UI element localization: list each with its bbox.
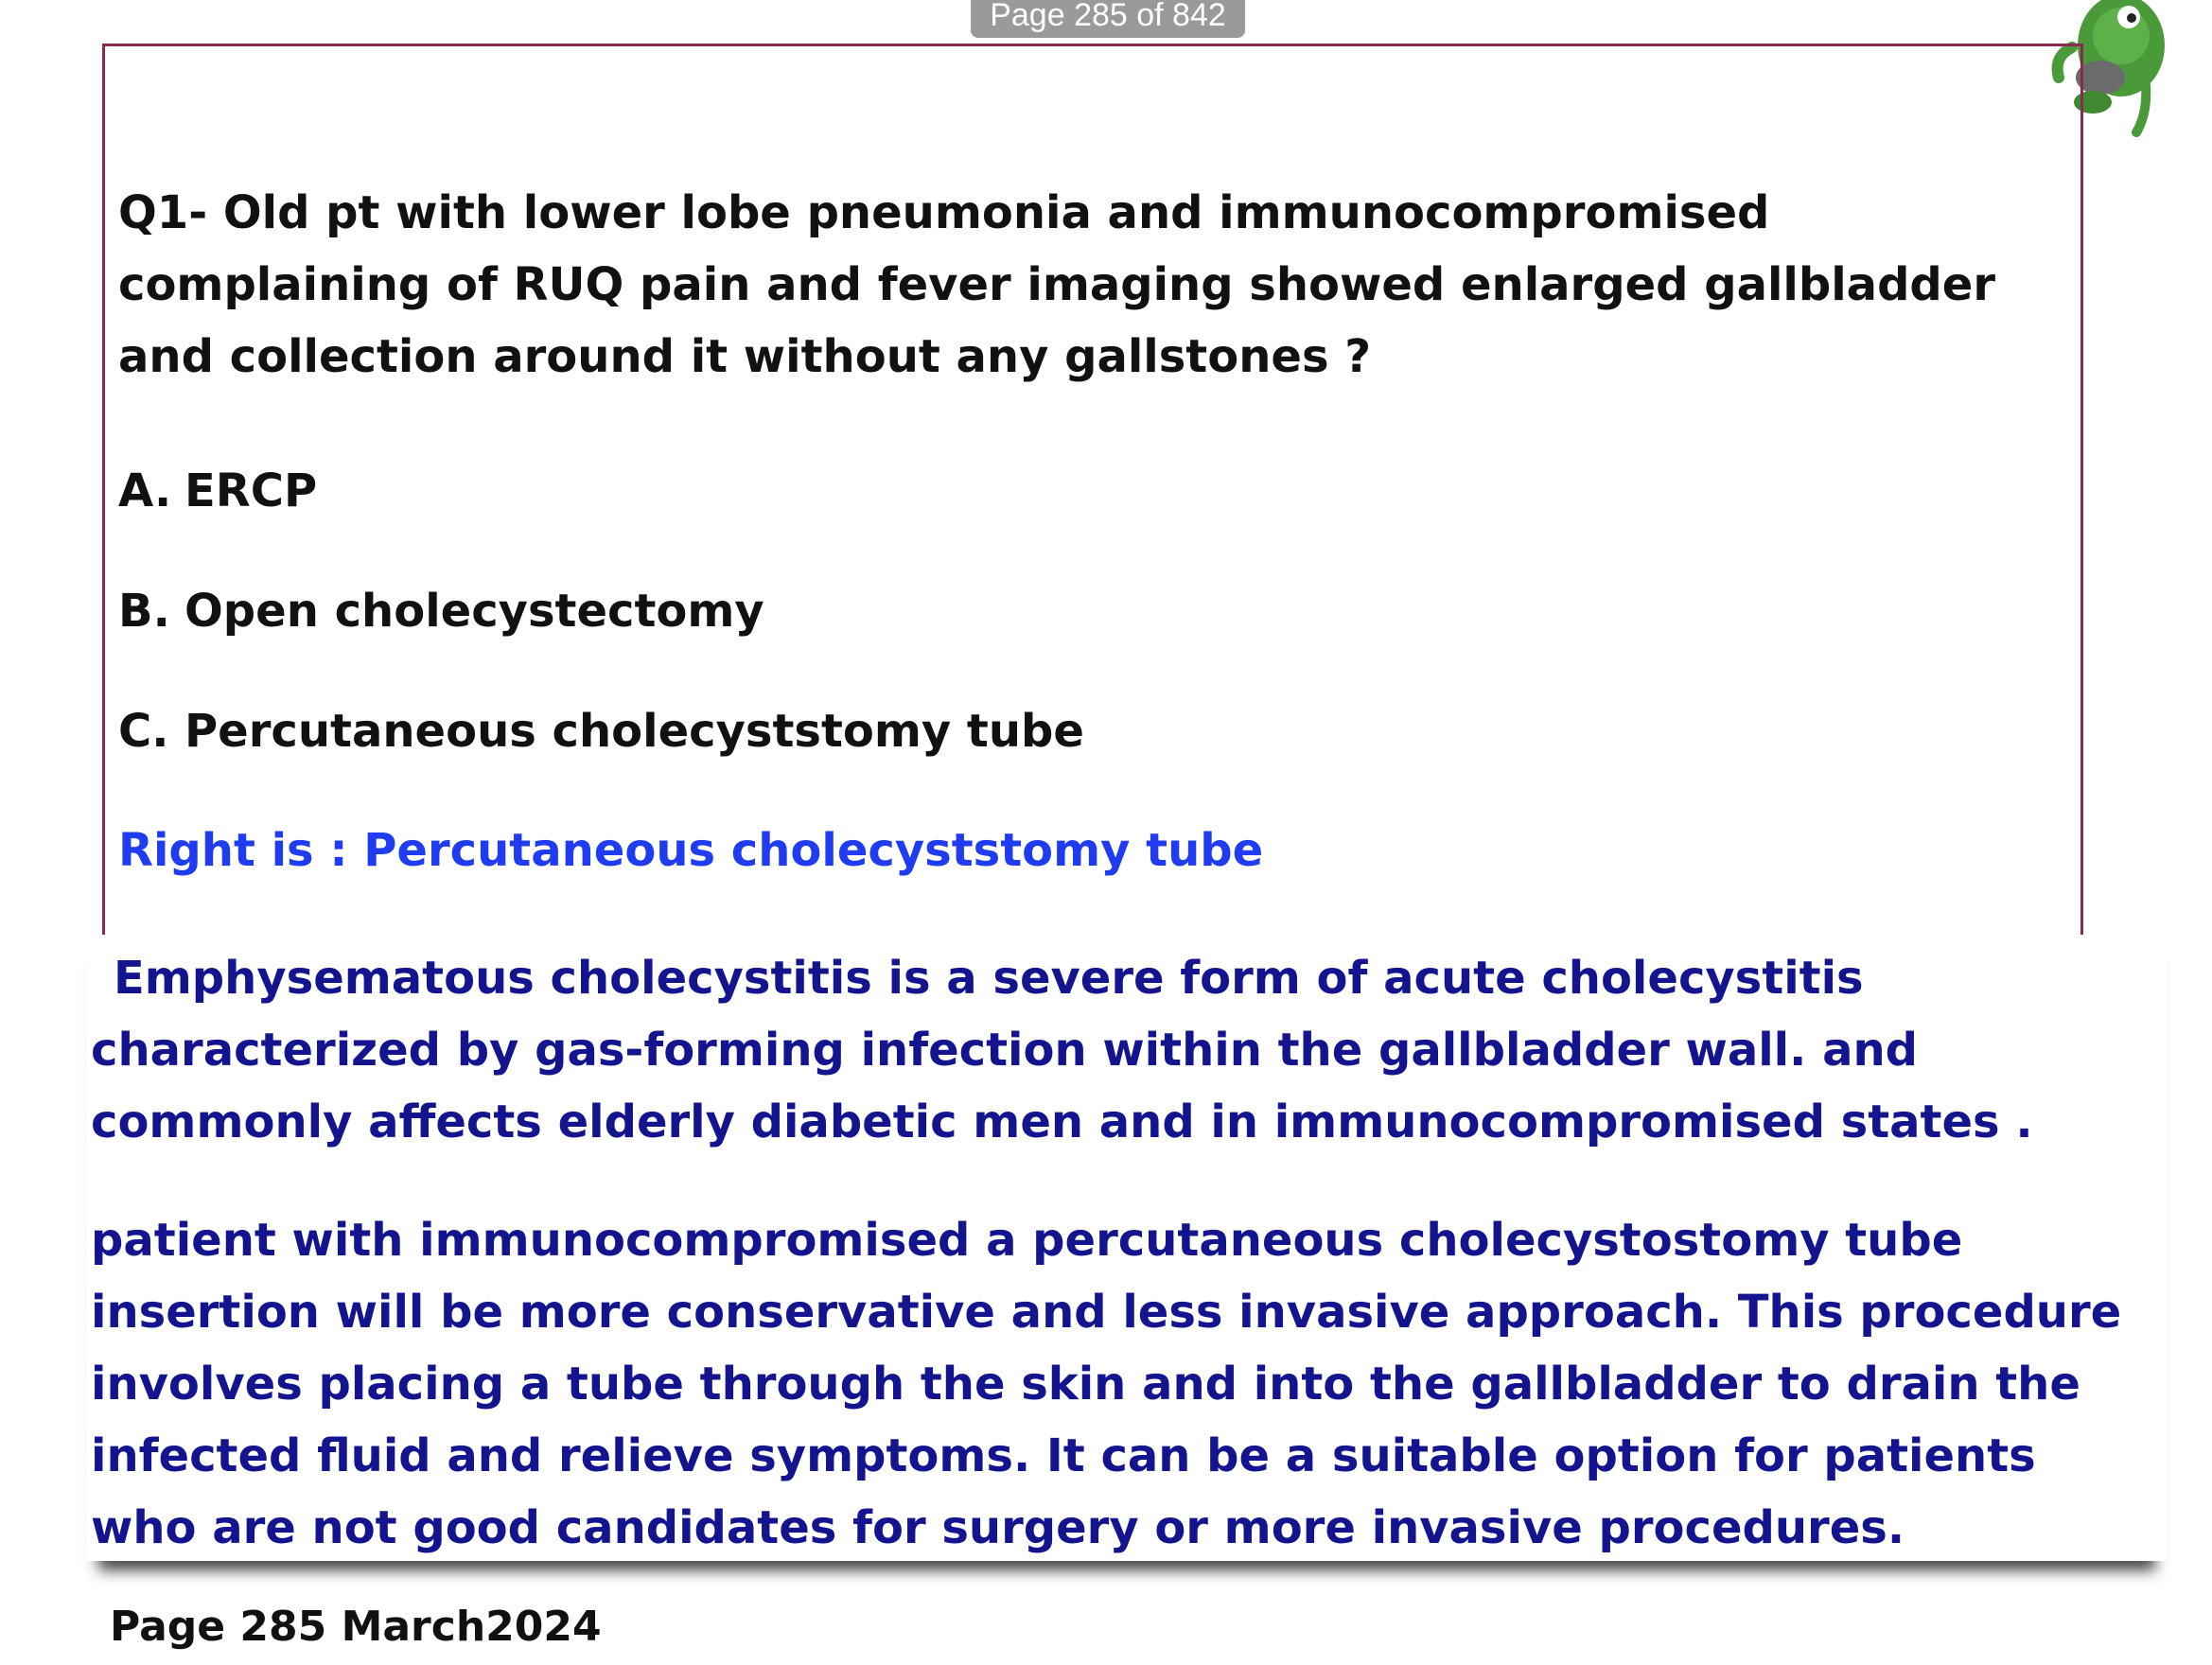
option-b bbox=[118, 583, 764, 640]
correct-answer: Right is : Percutaneous cholecyststomy tube bbox=[118, 824, 1264, 877]
explanation-paragraph-1: Emphysematous cholecystitis is a severe form of acute cholecystitis characterized by gas-forming infection within the gallbladder wall. and commonly affects elderly diabetic men and in immunocompromised states . bbox=[91, 952, 2033, 1148]
option-letter: C. bbox=[118, 705, 169, 758]
explanation-card bbox=[87, 935, 2167, 1561]
explanation-paragraph-2: patient with immunocompromised a percutaneous cholecystostomy tube insertion will be more conservative and less invasive approach. This procedure involves placing a tube through the skin and into the gallbladder to drain the infected fluid and relieve symptoms. It can be a suitable option for patients who are not good candidates for surgery or more invasive procedures. bbox=[91, 1214, 2122, 1554]
page-indicator: Page 285 of 842 bbox=[971, 0, 1245, 38]
option-text: Percutaneous cholecyststomy tube bbox=[184, 705, 1084, 758]
option-text: ERCP bbox=[184, 464, 318, 517]
option-letter: A. bbox=[118, 464, 172, 517]
option-c bbox=[118, 703, 1084, 760]
option-text: Open cholecystectomy bbox=[184, 585, 764, 638]
question-text: Q1- Old pt with lower lobe pneumonia and immunocompromised complaining of RUQ pain and fever imaging showed enlarged gallbladder and collection around it without any gallstones ? bbox=[118, 186, 1996, 383]
question-box bbox=[102, 44, 2083, 940]
option-a bbox=[118, 463, 317, 519]
option-letter: B. bbox=[118, 585, 170, 638]
page-footer: Page 285 March2024 bbox=[110, 1603, 602, 1651]
